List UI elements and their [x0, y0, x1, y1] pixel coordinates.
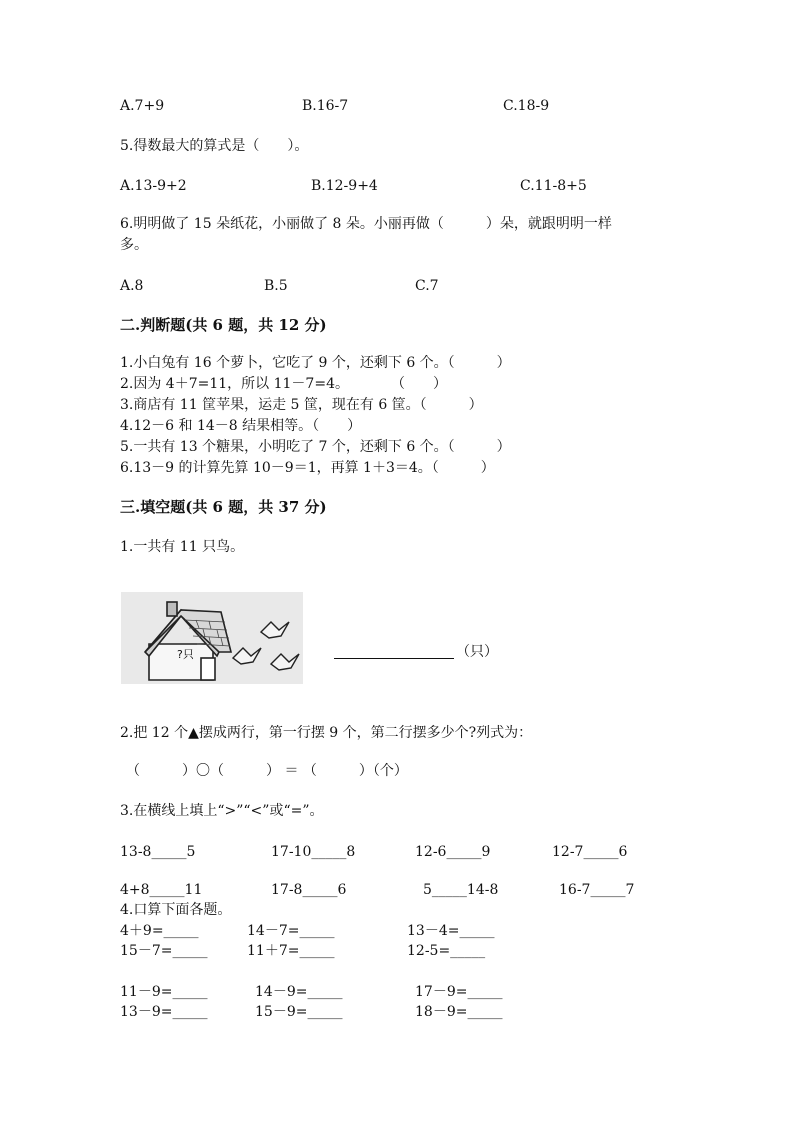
- compare-item: 4+8_____11: [120, 882, 203, 898]
- fill-q2-formula: （ ）〇（ ） ＝ （ ）（个）: [126, 763, 408, 779]
- mental-calc-item: 17－9=_____: [415, 984, 503, 1000]
- q6-option-c: C.7: [415, 278, 439, 294]
- fill-q1-unit: （只）: [456, 644, 498, 660]
- judge-item-2: 2.因为 4＋7=11，所以 11－7=4。 （ ）: [120, 376, 447, 392]
- svg-text:?只: ?只: [177, 648, 194, 661]
- judge-item-6: 6.13－9 的计算先算 10－9＝1，再算 1＋3＝4。（ ）: [120, 460, 495, 476]
- mental-calc-item: 11－9=_____: [120, 984, 208, 1000]
- compare-item: 12-6_____9: [415, 844, 491, 860]
- q5-option-a: A.13-9+2: [120, 178, 187, 194]
- fill-q4-text: 4.口算下面各题。: [120, 902, 232, 918]
- q4-option-c: C.18-9: [503, 98, 550, 114]
- q6-option-a: A.8: [120, 278, 144, 294]
- compare-item: 5_____14-8: [423, 882, 499, 898]
- answer-blank-birds[interactable]: [334, 658, 454, 659]
- q4-option-a: A.7+9: [120, 98, 165, 114]
- q4-option-b: B.16-7: [302, 98, 349, 114]
- house-birds-image: [121, 592, 303, 684]
- compare-item: 12-7_____6: [552, 844, 628, 860]
- judge-item-1: 1.小白兔有 16 个萝卜，它吃了 9 个，还剩下 6 个。（ ）: [120, 355, 511, 371]
- compare-item: 17-8_____6: [271, 882, 347, 898]
- mental-calc-item: 13－9=_____: [120, 1004, 208, 1020]
- judge-item-4: 4.12－6 和 14－8 结果相等。（ ）: [120, 418, 362, 434]
- mental-calc-item: 15－9=_____: [255, 1004, 343, 1020]
- fill-q2-text: 2.把 12 个▲摆成两行，第一行摆 9 个，第二行摆多少个?列式为：: [120, 725, 533, 741]
- q5-text: 5.得数最大的算式是（ ）。: [120, 138, 309, 154]
- compare-item: 16-7_____7: [559, 882, 635, 898]
- q6-option-b: B.5: [264, 278, 288, 294]
- q5-option-b: B.12-9+4: [311, 178, 378, 194]
- q5-option-c: C.11-8+5: [520, 178, 587, 194]
- section2-title: 二.判断题(共 6 题，共 12 分): [120, 316, 327, 334]
- mental-calc-item: 11＋7=_____: [247, 943, 335, 959]
- mental-calc-item: 15－7=_____: [120, 943, 208, 959]
- compare-item: 17-10_____8: [271, 844, 356, 860]
- fill-q3-text: 3.在横线上填上“>”“<”或“=”。: [120, 803, 324, 819]
- judge-item-5: 5.一共有 13 个糖果，小明吃了 7 个，还剩下 6 个。（ ）: [120, 439, 511, 455]
- mental-calc-item: 12-5=_____: [407, 943, 486, 959]
- mental-calc-item: 4＋9=_____: [120, 923, 199, 939]
- judge-item-3: 3.商店有 11 筐苹果，运走 5 筐，现在有 6 筐。（ ）: [120, 397, 483, 413]
- mental-calc-item: 14－9=_____: [255, 984, 343, 1000]
- fill-q1-text: 1.一共有 11 只鸟。: [120, 539, 245, 555]
- compare-item: 13-8_____5: [120, 844, 196, 860]
- q6-text-line2: 多。: [120, 237, 148, 253]
- mental-calc-item: 13－4=_____: [407, 923, 495, 939]
- mental-calc-item: 14－7=_____: [247, 923, 335, 939]
- q6-text-line1: 6.明明做了 15 朵纸花，小丽做了 8 朵。小丽再做（ ）朵，就跟明明一样: [120, 216, 612, 232]
- mental-calc-item: 18－9=_____: [415, 1004, 503, 1020]
- section3-title: 三.填空题(共 6 题，共 37 分): [120, 498, 327, 516]
